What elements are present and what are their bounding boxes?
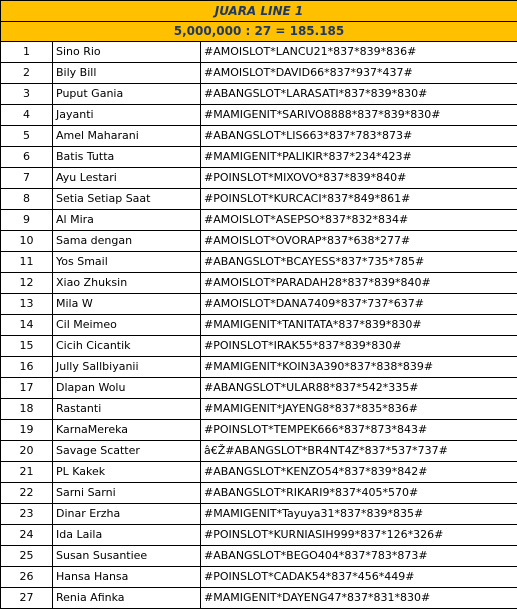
- table-row: [1, 567, 517, 588]
- table-row: [1, 189, 517, 210]
- winner-code: #AMOISLOT*DANA7409*837*737*637#: [201, 294, 517, 315]
- table-row: [1, 315, 517, 336]
- winner-name: Yos Smail: [53, 252, 201, 273]
- winner-code: #AMOISLOT*LANCU21*837*839*836#: [201, 42, 517, 63]
- winner-code: #MAMIGENIT*Tayuya31*837*839*835#: [201, 504, 517, 525]
- winner-code: #POINSLOT*MIXOVO*837*839*840#: [201, 168, 517, 189]
- winner-code: #POINSLOT*KURNIASIH999*837*126*326#: [201, 525, 517, 546]
- winner-name: Hansa Hansa: [53, 567, 201, 588]
- row-number: 10: [1, 231, 53, 252]
- table-row: [1, 462, 517, 483]
- winner-name: Dlapan Wolu: [53, 378, 201, 399]
- table-row: [1, 273, 517, 294]
- winner-code: â€Ž#ABANGSLOT*BR4NT4Z*837*537*737#: [201, 441, 517, 462]
- winner-code: #MAMIGENIT*TANITATA*837*839*830#: [201, 315, 517, 336]
- winner-code: #ABANGSLOT*LIS663*837*783*873#: [201, 126, 517, 147]
- row-number: 16: [1, 357, 53, 378]
- winner-code: #MAMIGENIT*DAYENG47*837*831*830#: [201, 588, 517, 609]
- winner-name: Dinar Erzha: [53, 504, 201, 525]
- row-number: 21: [1, 462, 53, 483]
- winner-name: Savage Scatter: [53, 441, 201, 462]
- table-row: [1, 105, 517, 126]
- row-number: 7: [1, 168, 53, 189]
- winner-name: Jayanti: [53, 105, 201, 126]
- table-row: [1, 210, 517, 231]
- row-number: 24: [1, 525, 53, 546]
- row-number: 6: [1, 147, 53, 168]
- row-number: 8: [1, 189, 53, 210]
- winner-code: #MAMIGENIT*SARIVO8888*837*839*830#: [201, 105, 517, 126]
- table-row: [1, 525, 517, 546]
- winner-code: #ABANGSLOT*LARASATI*837*839*830#: [201, 84, 517, 105]
- winner-code: #ABANGSLOT*RIKARI9*837*405*570#: [201, 483, 517, 504]
- winner-name: Sino Rio: [53, 42, 201, 63]
- winner-code: #POINSLOT*TEMPEK666*837*873*843#: [201, 420, 517, 441]
- winner-code: #ABANGSLOT*ULAR88*837*542*335#: [201, 378, 517, 399]
- row-number: 20: [1, 441, 53, 462]
- table-row: [1, 399, 517, 420]
- table-row: [1, 357, 517, 378]
- winner-name: Mila W: [53, 294, 201, 315]
- row-number: 4: [1, 105, 53, 126]
- table-row: [1, 420, 517, 441]
- row-number: 15: [1, 336, 53, 357]
- winner-code: #POINSLOT*IRAK55*837*839*830#: [201, 336, 517, 357]
- table-row: [1, 504, 517, 525]
- winner-name: Sama dengan: [53, 231, 201, 252]
- table-row: [1, 441, 517, 462]
- winner-code: #AMOISLOT*DAVID66*837*937*437#: [201, 63, 517, 84]
- winner-code: #MAMIGENIT*PALIKIR*837*234*423#: [201, 147, 517, 168]
- table-row: [1, 378, 517, 399]
- table-row: [1, 126, 517, 147]
- winner-code: #AMOISLOT*PARADAH28*837*839*840#: [201, 273, 517, 294]
- winner-name: Rastanti: [53, 399, 201, 420]
- title-row: [1, 1, 517, 22]
- winner-code: #MAMIGENIT*JAYENG8*837*835*836#: [201, 399, 517, 420]
- table-row: [1, 168, 517, 189]
- prize-formula: 5,000,000 : 27 = 185.185: [1, 22, 517, 42]
- row-number: 14: [1, 315, 53, 336]
- row-number: 5: [1, 126, 53, 147]
- winner-code: #POINSLOT*CADAK54*837*456*449#: [201, 567, 517, 588]
- winner-name: Amel Maharani: [53, 126, 201, 147]
- row-number: 27: [1, 588, 53, 609]
- row-number: 11: [1, 252, 53, 273]
- winner-name: Cicih Cicantik: [53, 336, 201, 357]
- table-row: [1, 42, 517, 63]
- winner-name: PL Kakek: [53, 462, 201, 483]
- sheet-title: JUARA LINE 1: [1, 1, 517, 22]
- row-number: 23: [1, 504, 53, 525]
- row-number: 25: [1, 546, 53, 567]
- row-number: 9: [1, 210, 53, 231]
- table-row: [1, 63, 517, 84]
- table-row: [1, 147, 517, 168]
- table-row: [1, 546, 517, 567]
- winner-name: Batis Tutta: [53, 147, 201, 168]
- winner-name: Renia Afinka: [53, 588, 201, 609]
- winner-name: Sarni Sarni: [53, 483, 201, 504]
- row-number: 1: [1, 42, 53, 63]
- table-row: [1, 336, 517, 357]
- winner-code: #ABANGSLOT*KENZO54*837*839*842#: [201, 462, 517, 483]
- winner-name: Xiao Zhuksin: [53, 273, 201, 294]
- winner-name: Ida Laila: [53, 525, 201, 546]
- winner-code: #ABANGSLOT*BEGO404*837*783*873#: [201, 546, 517, 567]
- formula-row: [1, 22, 517, 42]
- winner-name: Puput Gania: [53, 84, 201, 105]
- winner-name: KarnaMereka: [53, 420, 201, 441]
- row-number: 13: [1, 294, 53, 315]
- table-row: [1, 294, 517, 315]
- row-number: 22: [1, 483, 53, 504]
- winner-name: Cil Meimeo: [53, 315, 201, 336]
- table-row: [1, 252, 517, 273]
- winner-code: #ABANGSLOT*BCAYESS*837*735*785#: [201, 252, 517, 273]
- winner-name: Jully Sallbiyanii: [53, 357, 201, 378]
- row-number: 17: [1, 378, 53, 399]
- winner-code: #AMOISLOT*OVORAP*837*638*277#: [201, 231, 517, 252]
- winner-name: Bily Bill: [53, 63, 201, 84]
- table-row: [1, 483, 517, 504]
- row-number: 18: [1, 399, 53, 420]
- table-row: [1, 84, 517, 105]
- winner-name: Ayu Lestari: [53, 168, 201, 189]
- winner-name: Susan Susantiee: [53, 546, 201, 567]
- table-row: [1, 231, 517, 252]
- row-number: 19: [1, 420, 53, 441]
- row-number: 12: [1, 273, 53, 294]
- row-number: 26: [1, 567, 53, 588]
- winner-code: #AMOISLOT*ASEPSO*837*832*834#: [201, 210, 517, 231]
- table-row: [1, 588, 517, 609]
- winner-name: Setia Setiap Saat: [53, 189, 201, 210]
- row-number: 3: [1, 84, 53, 105]
- winner-name: Al Mira: [53, 210, 201, 231]
- winner-code: #MAMIGENIT*KOIN3A390*837*838*839#: [201, 357, 517, 378]
- row-number: 2: [1, 63, 53, 84]
- winner-code: #POINSLOT*KURCACI*837*849*861#: [201, 189, 517, 210]
